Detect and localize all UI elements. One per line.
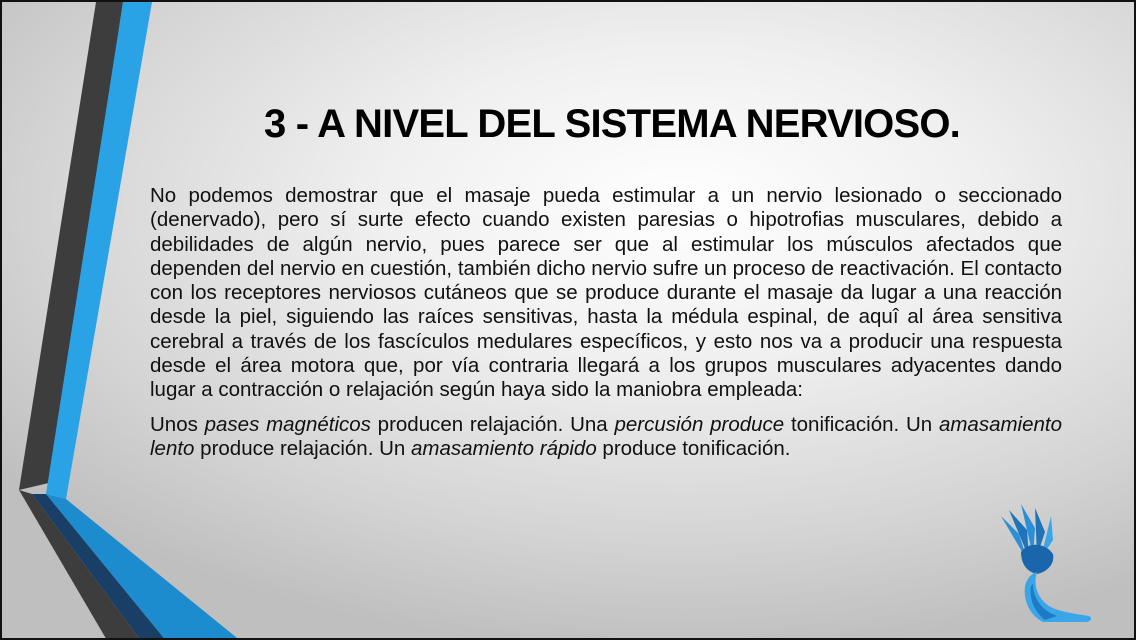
paragraph-nervous-system: No podemos demostrar que el masaje pueda estimular a un nervio lesionado o seccionado (denervado), pero sí surte efecto cuando existen paresias o hipotrofias musculares, debido a debilidades de algún nervio, pues parece ser que al estimular los músculos afectados que dependen del nervio en cuestión, también dicho nervio sufre un proceso de reactivación. El contacto con los receptores nerviosos cutáneos que se produce durante el masaje da lugar a una reacción desde la piel, siguiendo las raíces sensitivas, hasta la médula espinal, de aquî al área sensitiva cerebral a través de los fascículos medulares específicos, y esto nos va a producir una respuesta desde el área motora que, por vía contraria llegará a los grupos musculares adyacentes dando lugar a contracción o relajación según haya sido la maniobra empleada: bbox=[150, 184, 1062, 402]
text-segment: tonificación. Un bbox=[784, 412, 939, 436]
slide-title: 3 - A NIVEL DEL SISTEMA NERVIOSO. bbox=[264, 102, 960, 146]
text-segment: produce tonificación. bbox=[596, 436, 791, 460]
winged-foot-logo-icon bbox=[997, 502, 1097, 624]
paragraph-effects bbox=[150, 413, 1062, 462]
body-text bbox=[150, 184, 1062, 461]
emphasis-amasamiento-lento: amasamiento lento bbox=[150, 412, 1062, 460]
emphasis-percusion-produce: percusión produce bbox=[614, 412, 785, 436]
text-segment: producen relajación. Una bbox=[370, 412, 615, 436]
wing-base bbox=[1021, 545, 1053, 574]
text-segment: Unos bbox=[150, 412, 205, 436]
emphasis-amasamiento-rapido: amasamiento rápido bbox=[410, 436, 597, 460]
text-segment: produce relajación. Un bbox=[194, 436, 411, 460]
emphasis-pases-magneticos: pases magnéticos bbox=[204, 412, 371, 436]
